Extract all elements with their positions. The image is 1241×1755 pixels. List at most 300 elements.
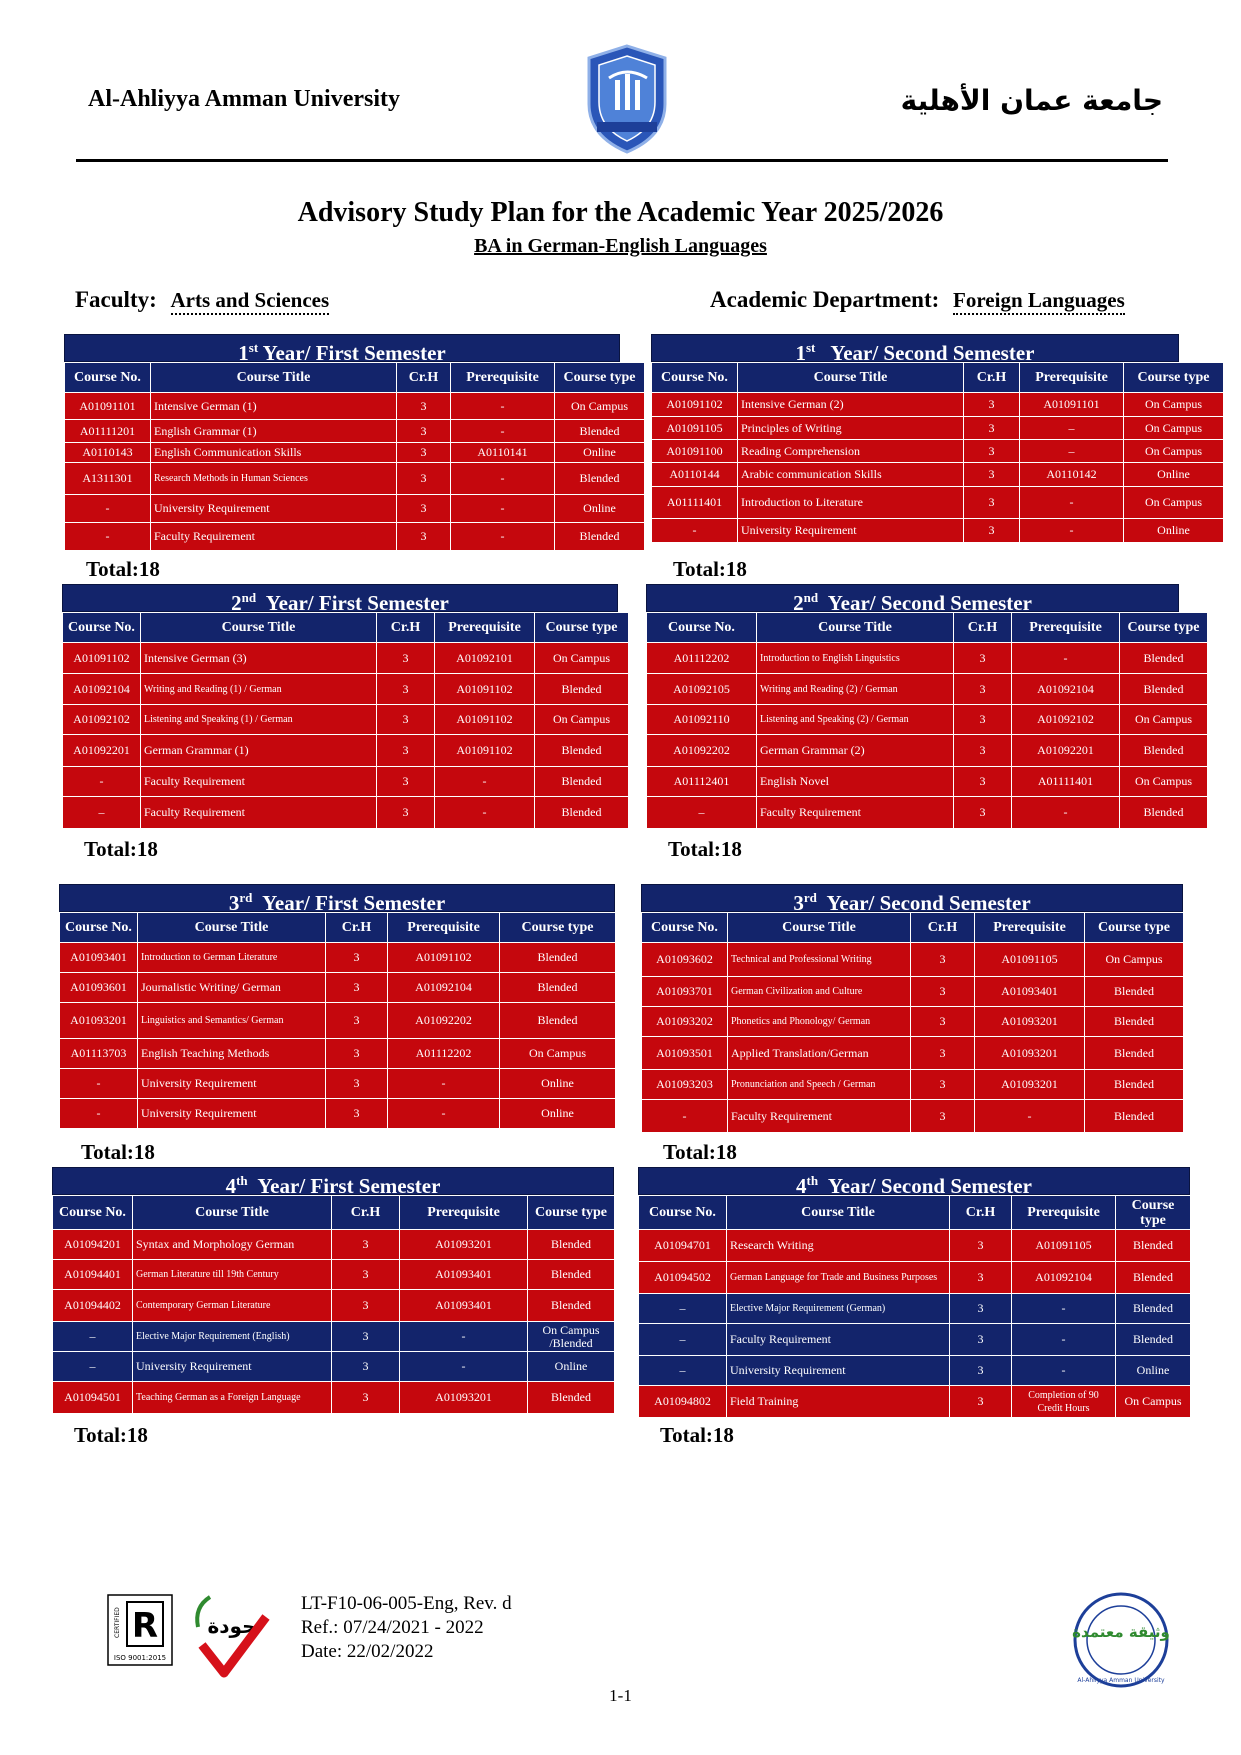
- course-no: A01091101: [65, 393, 151, 420]
- course-type: On Campus: [555, 393, 645, 420]
- prerequisite: A01093201: [400, 1382, 528, 1414]
- course-no: A01093601: [60, 973, 138, 1003]
- table-row: [53, 1230, 615, 1260]
- course-no: A01093602: [642, 943, 728, 977]
- course-title: Intensive German (1): [151, 393, 397, 420]
- course-type: Blended: [1120, 643, 1208, 674]
- prerequisite: -: [451, 523, 555, 551]
- course-no: A01092202: [647, 735, 757, 767]
- semester-year-suffix: st: [806, 340, 816, 355]
- prerequisite: -: [1012, 1324, 1116, 1356]
- col-credit-hours: Cr.H: [950, 1196, 1012, 1230]
- course-no: A01091102: [63, 643, 141, 674]
- course-title: Research Methods in Human Sciences: [151, 463, 397, 495]
- course-no: –: [53, 1322, 133, 1352]
- form-ref: Ref.: 07/24/2021 - 2022: [301, 1617, 484, 1638]
- course-title: Pronunciation and Speech / German: [728, 1070, 911, 1100]
- semester-title-text: Year/ First Semester: [247, 1174, 441, 1198]
- course-title: German Language for Trade and Business Purposes: [727, 1262, 950, 1294]
- iso-text: ISO 9001:2015: [113, 1654, 167, 1662]
- prerequisite: A01091102: [435, 674, 535, 705]
- table-row: [65, 495, 645, 523]
- quality-text: جودة: [207, 1614, 257, 1638]
- credit-hours: 3: [377, 767, 435, 797]
- course-type: Blended: [535, 674, 629, 705]
- prerequisite: A01111401: [1012, 767, 1120, 797]
- prerequisite: -: [435, 767, 535, 797]
- table-row: [642, 977, 1184, 1007]
- course-no: A0110144: [652, 463, 738, 487]
- course-type: On Campus: [1116, 1386, 1191, 1418]
- credit-hours: 3: [911, 1037, 975, 1070]
- course-title: English Communication Skills: [151, 443, 397, 463]
- prerequisite: -: [1012, 643, 1120, 674]
- course-no: A01092201: [63, 735, 141, 767]
- semester-table-8: [638, 1167, 1190, 1418]
- table-row: [652, 463, 1224, 487]
- course-no: -: [65, 523, 151, 551]
- form-code: LT-F10-06-005-Eng, Rev. d: [301, 1593, 512, 1614]
- course-no: A01091100: [652, 440, 738, 463]
- course-title: Elective Major Requirement (German): [727, 1294, 950, 1324]
- col-course-type: Course type: [500, 913, 616, 943]
- table-row: [647, 735, 1208, 767]
- course-title: Faculty Requirement: [728, 1100, 911, 1133]
- credit-hours: 3: [964, 487, 1020, 519]
- credit-hours: 3: [964, 519, 1020, 543]
- credit-hours: 3: [950, 1386, 1012, 1418]
- department-value: Foreign Languages: [953, 288, 1125, 315]
- credit-hours: 3: [377, 643, 435, 674]
- col-course-no: Course No.: [63, 613, 141, 643]
- table-row: [63, 643, 629, 674]
- credit-hours: 3: [326, 943, 388, 973]
- semester-title-text: Year/ Second Semester: [815, 341, 1035, 365]
- credit-hours: 3: [332, 1230, 400, 1260]
- semester-title: [638, 1167, 1190, 1198]
- credit-hours: 3: [911, 1070, 975, 1100]
- prerequisite: A01093201: [400, 1230, 528, 1260]
- course-title: Reading Comprehension: [738, 440, 964, 463]
- course-type: Blended: [528, 1382, 615, 1414]
- semester-total: Total:18: [660, 1423, 734, 1447]
- prerequisite: A01092101: [435, 643, 535, 674]
- course-no: A01111401: [652, 487, 738, 519]
- table-row: [652, 487, 1224, 519]
- course-no: –: [639, 1294, 727, 1324]
- prerequisite: –: [1020, 440, 1124, 463]
- course-title: German Grammar (2): [757, 735, 954, 767]
- table-row: [652, 417, 1224, 440]
- prerequisite: A01093201: [975, 1007, 1085, 1037]
- course-type: On Campus: [1120, 767, 1208, 797]
- table-row: [53, 1290, 615, 1322]
- course-title: University Requirement: [738, 519, 964, 543]
- col-course-no: Course No.: [639, 1196, 727, 1230]
- course-title: Field Training: [727, 1386, 950, 1418]
- prerequisite: A01091105: [1012, 1230, 1116, 1262]
- col-course-no: Course No.: [642, 913, 728, 943]
- prerequisite: Completion of 90 Credit Hours: [1012, 1386, 1116, 1418]
- col-course-type: Course type: [528, 1196, 615, 1230]
- semester-title: [646, 584, 1179, 615]
- credit-hours: 3: [397, 463, 451, 495]
- course-no: -: [652, 519, 738, 543]
- col-course-title: Course Title: [727, 1196, 950, 1230]
- col-prerequisite: Prerequisite: [400, 1196, 528, 1230]
- course-type: On Campus: [1124, 417, 1224, 440]
- course-type: On Campus: [1124, 393, 1224, 417]
- credit-hours: 3: [964, 417, 1020, 440]
- prerequisite: -: [451, 393, 555, 420]
- credit-hours: 3: [377, 705, 435, 735]
- course-no: -: [65, 495, 151, 523]
- course-type: Blended: [535, 767, 629, 797]
- course-table: [52, 1195, 615, 1414]
- credit-hours: 3: [964, 440, 1020, 463]
- course-title: Introduction to Literature: [738, 487, 964, 519]
- table-row: [647, 643, 1208, 674]
- course-title: English Teaching Methods: [138, 1039, 326, 1069]
- col-prerequisite: Prerequisite: [1012, 1196, 1116, 1230]
- col-prerequisite: Prerequisite: [1012, 613, 1120, 643]
- course-type: On Campus: [500, 1039, 616, 1069]
- col-course-no: Course No.: [652, 363, 738, 393]
- university-name-ar: جامعة عمان الأهلية: [900, 84, 1163, 117]
- course-title: Technical and Professional Writing: [728, 943, 911, 977]
- course-type: Blended: [535, 797, 629, 829]
- course-title: Linguistics and Semantics/ German: [138, 1003, 326, 1039]
- course-title: Faculty Requirement: [141, 797, 377, 829]
- course-type: Blended: [1120, 735, 1208, 767]
- semester-total: Total:18: [74, 1423, 148, 1447]
- credit-hours: 3: [954, 797, 1012, 829]
- course-no: A01111201: [65, 420, 151, 443]
- course-table: [62, 612, 629, 829]
- course-title: Writing and Reading (2) / German: [757, 674, 954, 705]
- faculty-value: Arts and Sciences: [171, 288, 330, 315]
- course-title: University Requirement: [133, 1352, 332, 1382]
- prerequisite: A01093201: [975, 1037, 1085, 1070]
- credit-hours: 3: [377, 674, 435, 705]
- course-title: Faculty Requirement: [757, 797, 954, 829]
- col-credit-hours: Cr.H: [964, 363, 1020, 393]
- col-credit-hours: Cr.H: [326, 913, 388, 943]
- table-row: [60, 1039, 616, 1069]
- col-prerequisite: Prerequisite: [451, 363, 555, 393]
- table-row: [639, 1324, 1191, 1356]
- credit-hours: 3: [397, 420, 451, 443]
- col-course-type: Course type: [535, 613, 629, 643]
- course-title: Arabic communication Skills: [738, 463, 964, 487]
- course-type: Online: [1124, 463, 1224, 487]
- col-course-no: Course No.: [647, 613, 757, 643]
- table-row: [65, 463, 645, 495]
- table-row: [65, 393, 645, 420]
- course-type: Online: [555, 495, 645, 523]
- prerequisite: A01092102: [1012, 705, 1120, 735]
- credit-hours: 3: [326, 1003, 388, 1039]
- credit-hours: 3: [954, 705, 1012, 735]
- department-label: Academic Department:: [710, 287, 940, 312]
- col-credit-hours: Cr.H: [397, 363, 451, 393]
- course-title: Contemporary German Literature: [133, 1290, 332, 1322]
- prerequisite: -: [400, 1322, 528, 1352]
- prerequisite: A0110142: [1020, 463, 1124, 487]
- semester-total: Total:18: [663, 1140, 737, 1164]
- semester-year-suffix: th: [236, 1173, 248, 1188]
- credit-hours: 3: [377, 735, 435, 767]
- semester-table-4: [646, 584, 1200, 829]
- table-row: [65, 443, 645, 463]
- course-title: Elective Major Requirement (English): [133, 1322, 332, 1352]
- course-type: Blended: [500, 973, 616, 1003]
- semester-year-number: 1: [795, 341, 806, 365]
- department-line: [710, 287, 1125, 313]
- prerequisite: A01092202: [388, 1003, 500, 1039]
- credit-hours: 3: [332, 1260, 400, 1290]
- course-no: -: [63, 767, 141, 797]
- course-title: Faculty Requirement: [727, 1324, 950, 1356]
- credit-hours: 3: [326, 1069, 388, 1099]
- table-row: [63, 797, 629, 829]
- course-no: A01093201: [60, 1003, 138, 1039]
- col-course-no: Course No.: [53, 1196, 133, 1230]
- course-no: A01113703: [60, 1039, 138, 1069]
- course-type: Blended: [1085, 1007, 1184, 1037]
- table-row: [60, 1099, 616, 1129]
- course-type: On Campus: [535, 643, 629, 674]
- semester-title-text: Year/ Second Semester: [818, 591, 1032, 615]
- semester-year-suffix: nd: [241, 590, 257, 605]
- page-number: 1-1: [609, 1686, 632, 1705]
- table-row: [647, 674, 1208, 705]
- form-date: Date: 22/02/2022: [301, 1641, 434, 1662]
- course-title: Faculty Requirement: [141, 767, 377, 797]
- col-course-type: Course type: [1085, 913, 1184, 943]
- col-course-title: Course Title: [133, 1196, 332, 1230]
- course-no: A01093501: [642, 1037, 728, 1070]
- course-title: Journalistic Writing/ German: [138, 973, 326, 1003]
- prerequisite: A01091102: [435, 735, 535, 767]
- credit-hours: 3: [954, 643, 1012, 674]
- prerequisite: -: [400, 1352, 528, 1382]
- course-no: A01091102: [652, 393, 738, 417]
- quality-logo: [188, 1587, 270, 1679]
- course-type: Blended: [1116, 1294, 1191, 1324]
- table-row: [642, 1007, 1184, 1037]
- course-type: Online: [1116, 1356, 1191, 1386]
- course-type: On Campus: [1124, 440, 1224, 463]
- credit-hours: 3: [911, 943, 975, 977]
- faculty-line: [75, 287, 329, 313]
- prerequisite: -: [435, 797, 535, 829]
- course-type: Online: [528, 1352, 615, 1382]
- table-row: [65, 523, 645, 551]
- table-row: [647, 767, 1208, 797]
- prerequisite: A01093401: [975, 977, 1085, 1007]
- course-title: University Requirement: [727, 1356, 950, 1386]
- course-type: On Campus: [1120, 705, 1208, 735]
- course-no: –: [63, 797, 141, 829]
- col-course-type: Course type: [1116, 1196, 1191, 1230]
- credit-hours: 3: [332, 1382, 400, 1414]
- credit-hours: 3: [397, 523, 451, 551]
- course-title: University Requirement: [138, 1069, 326, 1099]
- semester-title-text: Year/ Second Semester: [818, 1174, 1032, 1198]
- accreditation-seal: [1071, 1590, 1171, 1690]
- semester-table-3: [62, 584, 618, 829]
- semester-year-number: 3: [793, 891, 804, 915]
- table-row: [639, 1386, 1191, 1418]
- prerequisite: A01092104: [388, 973, 500, 1003]
- credit-hours: 3: [326, 1039, 388, 1069]
- semester-title: [62, 584, 618, 615]
- col-credit-hours: Cr.H: [332, 1196, 400, 1230]
- col-course-type: Course type: [1120, 613, 1208, 643]
- table-row: [65, 420, 645, 443]
- semester-title-text: Year/ Second Semester: [816, 891, 1031, 915]
- credit-hours: 3: [332, 1322, 400, 1352]
- semester-year-number: 4: [225, 1174, 237, 1198]
- credit-hours: 3: [332, 1290, 400, 1322]
- svg-text:R: R: [131, 1606, 159, 1646]
- credit-hours: 3: [950, 1230, 1012, 1262]
- credit-hours: 3: [326, 1099, 388, 1129]
- table-row: [639, 1356, 1191, 1386]
- course-title: Applied Translation/German: [728, 1037, 911, 1070]
- semester-table-1: [64, 334, 636, 551]
- prerequisite: A01092104: [1012, 674, 1120, 705]
- credit-hours: 3: [950, 1356, 1012, 1386]
- prerequisite: -: [388, 1099, 500, 1129]
- prerequisite: -: [1012, 1356, 1116, 1386]
- course-no: A01091105: [652, 417, 738, 440]
- prerequisite: -: [1012, 797, 1120, 829]
- table-row: [642, 1037, 1184, 1070]
- course-title: English Grammar (1): [151, 420, 397, 443]
- course-type: Blended: [535, 735, 629, 767]
- col-prerequisite: Prerequisite: [975, 913, 1085, 943]
- course-type: On Campus: [535, 705, 629, 735]
- semester-table-6: [641, 884, 1183, 1133]
- semester-total: Total:18: [84, 837, 158, 861]
- credit-hours: 3: [397, 443, 451, 463]
- table-row: [63, 735, 629, 767]
- table-row: [63, 767, 629, 797]
- course-title: Faculty Requirement: [151, 523, 397, 551]
- prerequisite: A01091102: [388, 943, 500, 973]
- accr-ar-text: وثيقة معتمدة: [1072, 1623, 1170, 1641]
- semester-total: Total:18: [86, 557, 160, 581]
- course-type: Online: [500, 1069, 616, 1099]
- accr-en-text: Al-Ahliyya Amman University: [1077, 1677, 1165, 1684]
- table-row: [652, 440, 1224, 463]
- course-type: On Campus /Blended: [528, 1322, 615, 1352]
- course-no: –: [647, 797, 757, 829]
- semester-year-suffix: st: [248, 340, 259, 355]
- course-no: A01094802: [639, 1386, 727, 1418]
- course-type: On Campus: [1124, 487, 1224, 519]
- credit-hours: 3: [950, 1262, 1012, 1294]
- course-no: A01092110: [647, 705, 757, 735]
- prerequisite: -: [1012, 1294, 1116, 1324]
- semester-title: [651, 334, 1179, 365]
- course-table: [59, 912, 616, 1129]
- prerequisite: -: [975, 1100, 1085, 1133]
- semester-title: [64, 334, 620, 365]
- table-row: [60, 1003, 616, 1039]
- course-no: –: [639, 1356, 727, 1386]
- semester-table-7: [52, 1167, 614, 1414]
- course-title: Listening and Speaking (2) / German: [757, 705, 954, 735]
- course-type: Blended: [1085, 1070, 1184, 1100]
- col-credit-hours: Cr.H: [954, 613, 1012, 643]
- prerequisite: -: [451, 495, 555, 523]
- prerequisite: A01091102: [435, 705, 535, 735]
- semester-total: Total:18: [81, 1140, 155, 1164]
- credit-hours: 3: [911, 1100, 975, 1133]
- table-row: [647, 705, 1208, 735]
- col-credit-hours: Cr.H: [377, 613, 435, 643]
- credit-hours: 3: [950, 1324, 1012, 1356]
- course-no: -: [642, 1100, 728, 1133]
- course-type: Blended: [1116, 1324, 1191, 1356]
- course-type: Blended: [1116, 1230, 1191, 1262]
- semester-year-number: 2: [793, 591, 804, 615]
- course-title: Teaching German as a Foreign Language: [133, 1382, 332, 1414]
- course-table: [64, 362, 645, 551]
- course-no: A0110143: [65, 443, 151, 463]
- col-course-type: Course type: [1124, 363, 1224, 393]
- course-no: A01094201: [53, 1230, 133, 1260]
- credit-hours: 3: [954, 767, 1012, 797]
- course-title: German Civilization and Culture: [728, 977, 911, 1007]
- credit-hours: 3: [964, 463, 1020, 487]
- course-no: –: [53, 1352, 133, 1382]
- col-course-no: Course No.: [60, 913, 138, 943]
- course-type: Blended: [500, 1003, 616, 1039]
- course-type: Blended: [528, 1230, 615, 1260]
- semester-total: Total:18: [668, 837, 742, 861]
- course-title: Intensive German (3): [141, 643, 377, 674]
- semester-table-5: [59, 884, 615, 1129]
- course-no: A1311301: [65, 463, 151, 495]
- course-table: [638, 1195, 1191, 1418]
- credit-hours: 3: [377, 797, 435, 829]
- course-type: Blended: [528, 1290, 615, 1322]
- semester-year-suffix: th: [806, 1173, 819, 1188]
- course-no: A01092104: [63, 674, 141, 705]
- semester-title: [59, 884, 615, 915]
- credit-hours: 3: [332, 1352, 400, 1382]
- course-no: A01093203: [642, 1070, 728, 1100]
- semester-title-text: Year/ First Semester: [256, 591, 449, 615]
- prerequisite: -: [388, 1069, 500, 1099]
- semester-year-suffix: nd: [803, 590, 819, 605]
- header-divider: [76, 159, 1168, 162]
- form-reference: [301, 1592, 512, 1664]
- semester-year-suffix: rd: [803, 890, 817, 905]
- course-title: German Grammar (1): [141, 735, 377, 767]
- course-no: A01093401: [60, 943, 138, 973]
- semester-title-text: Year/ First Semester: [258, 341, 446, 365]
- course-no: –: [639, 1324, 727, 1356]
- table-row: [53, 1382, 615, 1414]
- course-no: A01093202: [642, 1007, 728, 1037]
- credit-hours: 3: [911, 977, 975, 1007]
- table-row: [639, 1230, 1191, 1262]
